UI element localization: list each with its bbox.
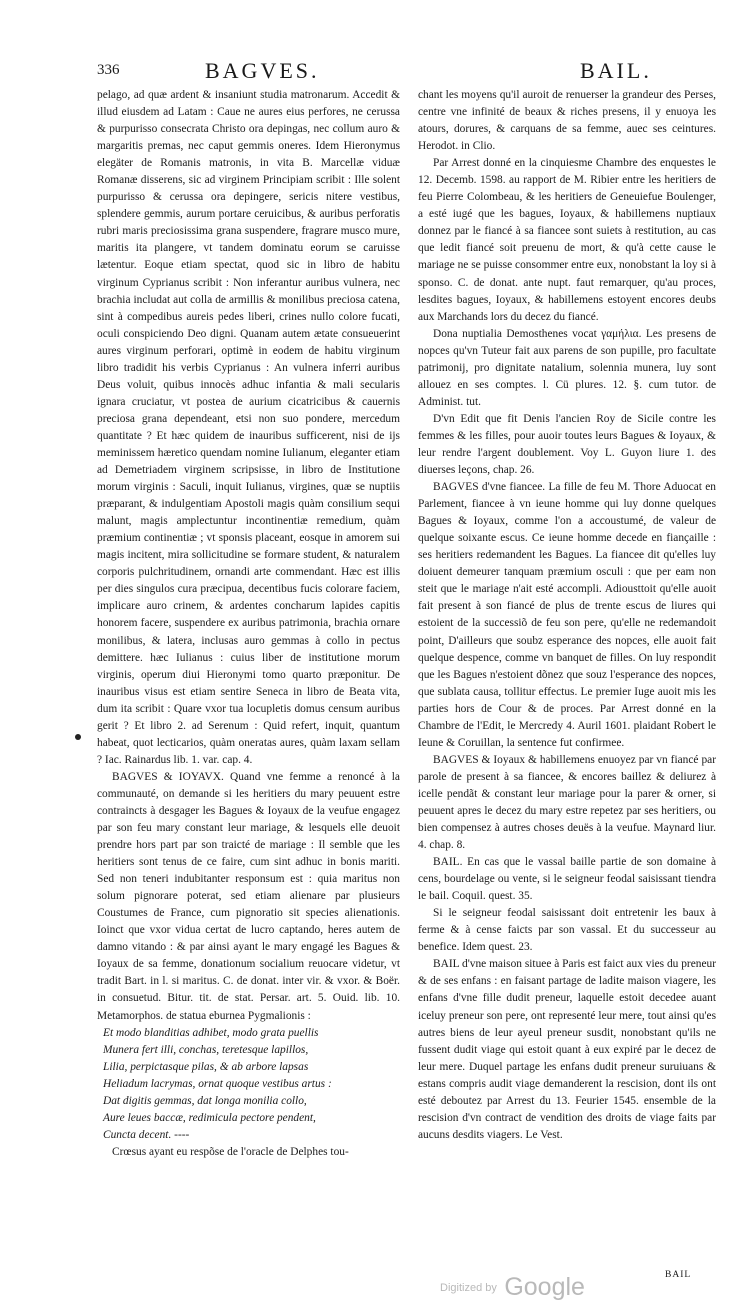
paragraph: Si le seigneur feodal saisissant doit entretenir les baux à ferme & à cense faicts par son vassal. Et du successeur au benefice. Idem quest. 23. bbox=[418, 907, 716, 954]
paragraph: BAGVES & Ioyaux & habillemens enuoyez par vn fiancé par parole de present à sa fiancee, & encores baillez & deliurez à icelle pendãt & constant leur mariage pour la parer & orner, si peuuent apres le decez du mary estre repetez par ses heritiers, ou bien compensez à autres choses deuës à la veufue. Maynard liur. 4. chap. 8. bbox=[418, 753, 716, 852]
paragraph: BAGVES d'vne fiancee. La fille de feu M. Thore Aduocat en Parlement, fiancee à vn ieune homme qui luy donne quelques Bagues & Ioyaux, comme l'on a accoustumé, de valeur de quelque soixante escus. Ce ieune homme decede en fiançaille : ses heritiers redemandent les Bagues. La fiancee dit qu'elles luy doiuent demeurer tanquam præmium osculi : que per eam non steit que le mariage n'ait esté accompli. Adiousttoit qu'elle auoit fait present à son fiancé de plus de trente escus de liures qui estoient de la successiõ de feu son pere, qu'elle ne redemandoit point, D'ailleurs que soubz esperance des nopces, elle auoit fait quelque despence, comme vn banquet de filles. On luy respondit que les Bagues n'estoient dõnez que souz l'esperance des nopces, que sublata causa, tollitur effectus. Le premier Iuge auoit mis les parties hors de Cour & de proces. Par Arrest donné en la Chambre de l'Edit, le Mercredy 4. Auril 1601. plaidant Robert le Ieune & Coruillan, la sentence fut confirmee. bbox=[418, 481, 716, 749]
paragraph: BAGVES & IOYAVX. Quand vne femme a renoncé à la communauté, on demande si les heritiers du mary peuuent estre contraincts à desgager les Bagues & Ioyaux de la veufue engagez par son feu mary constant leur mariage, & lesquels elle deuoit prendre hors part par son traicté de mariage : Il semble que les heritiers sont tenus de ce faire, cum sint adhuc in bonis mariti. Sed non teneri indubitanter responsum est : quia maritus non solum pignorare poterat, sed etiam alienare par plusieurs Coustumes de France, cum pignoratio sit species alienationis. Ioinct que vxor vidua certat de lucro captando, heres autem de damno vitando : & par ainsi ayant le mary engagé les Bagues & Ioyaux de sa femme, donationum socialium reuocare videtur, vt tradit Bart. in l. si maritus. C. de donat. inter vir. & vxor. & Boër. in consuetud. Bitur. tit. de stat. Persar. art. 5. Ouid. lib. 10. Metamorphos. de statua eburnea Pygmalionis : bbox=[97, 770, 400, 1022]
header-title-left: BAGVES. bbox=[205, 58, 320, 83]
watermark-prefix: Digitized by bbox=[440, 1281, 497, 1294]
right-column bbox=[418, 87, 716, 1144]
margin-bullet-mark bbox=[75, 734, 81, 740]
paragraph: Par Arrest donné en la cinquiesme Chambre des enquestes le 12. Decemb. 1598. au rapport de M. Ribier entre les heritiers de feu Pierre Colombeau, & les heritiers de Geneuiefue Boulenger, a esté iugé que les bagues, Ioyaux, & habillemens nuptiaux donnez par le fiancé à sa fiancee sont suiets à restitution, au cas que ledit fiancé soit preuenu de mort, & qu'à cette cause le mariage ne se puisse consommer entre eux, nonobstant la loy si à sponso. C. de donat. ante nupt. faut remarquer, qu'au proces, lesdites bagues, Ioyaux, & habillemens estoyent encores deubs aux Marchands lors du decez du fiancé. bbox=[418, 157, 716, 323]
verse-line: Et modo blanditias adhibet, modo grata puellis bbox=[103, 1026, 319, 1039]
verse-line: Dat digitis gemmas, dat longa monilia collo, bbox=[103, 1094, 307, 1107]
paragraph: BAIL d'vne maison situee à Paris est faict aux vies du preneur & de ses enfans : en faisant partage de ladite maison viagere, les enfans d'vne fille dudit preneur, laquelle estoit decedee auant iceluy preneur son pere, ont representé leur mere, tout ainsi qu'es autres biens de leur ayeul preneur susdit, nonobstant qu'ils ne fussent dudit viage qui estoit quant à eux expiré par le decez de leur mere. Duquel partage les enfans dudit preneur suruiuans & estans compris audit viage demanderent la rescision, dont ils ont esté deboutez par Arrest du 13. Feurier 1545. ensemble de la rescision d'vn contract de vendition des droits de viage faits par aucuns desdits viagers. Le Vest. bbox=[418, 958, 716, 1141]
paragraph: Crœsus ayant eu respõse de l'oracle de Delphes tou- bbox=[112, 1145, 349, 1158]
running-header bbox=[97, 50, 717, 84]
watermark-brand: Google bbox=[504, 1273, 585, 1301]
paragraph: BAIL. En cas que le vassal baille partie de son domaine à cens, bourdelage ou vente, si le seigneur feodal saisissant tiendra le bail. Coquil. quest. 35. bbox=[418, 856, 716, 903]
google-watermark bbox=[440, 1273, 585, 1302]
paragraph: pelago, ad quæ ardent & insaniunt studia matronarum. Accedit & illud eiusdem ad Latam : Caue ne aures eius perfores, ne cerussa & purpurisso consecrata Christo ora depingas, nec collum auro & margaritis premas, nec caput gemmis oneres. Idem Hieronymus elegäter de Romanis matronis, in vita B. Marcellæ viduæ Romanæ disserens, sic ad virginem Principiam scribit : Ille solent purpurisso & cerussa ora depingere, sericis nitere vestibus, splendere gemmis, aurum portare ceruicibus, & auribus perforatis rubri maris preciosissima grana suspendere, fragrare musco mure, maritis ita plangere, vt tandem dominatu eorum se caruisse lætentur. Eoque etiam spectat, quod sic in libro de habitu virginum Cyprianus scribit : Non inferantur auribus vulnera, nec brachia includat aut colla de armillis & monilibus preciosa catena, sint à compedibus aureis pedes liberi, crines nullo colore fucati, oculi conspiciendo Deo digni. Quanam autem ætate consueuerint aures virginum perforari, optimè in eodem de habitu virginum libro tradidit his verbis Cyprianus : An vulnera inferri auribus Deus voluit, quibus innocès adhuc infantia & mali secularis ignara cruciatur, vt postea de aurium cicatricibus & cauernis preciosa grana dependeant, etsi non suo pondere, mercedum quantitate ? Et hæc quidem de inauribus sufficerent, nisi de ijs meminissem hæretico quendam nomine Iulianum, eleganter etiam ad Demetriadem virginem scripsisse, in libro de Institutione morum virginis : Saculi, inquit Iulianus, virgines, quæ se nuptiis præparant, & indulgentiam Apostoli magis quàm consilium sequi malunt, magis amplectuntur incontinentiæ remedium, quàm præmium continentiæ ; vt sponsis placeant, eosque in amorem sui magis incitent, mira sollicitudine se formare student, & naturalem corporis pulchritudinem, ornandi arte commendant. Hæc est illis per dies singulos cura præcipua, decentibus fucis colorare faciem, implicare auro crinem, & ardentes concharum lapides capitis honorem facere, suspendere ex auribus patrimonia, brachia ornare monilibus, & latera, inclusas auro gemmas à collo in pectus demittere. hæc Iulianus : cuius liber de institutione morum virginis, operum diui Hieronymi tomo quarto præponitur. De inauribus visus est etiam sentire Seneca in libro de Beata vita, dum ita scribit : Quare vxor tua locupletis domus censum auribus gerit ? Et libro 2. ad Serenum : Quid refert, inquit, quantum habeat, quot lecticarios, quàm oneratas aures, quàm laxam sellam ? Iac. Rainardus lib. 1. var. cap. 4. bbox=[97, 89, 400, 766]
paragraph: Dona nuptialia Demosthenes vocat γαμήλια. Les presens de nopces qu'vn Tuteur fait aux parens de son pupille, pro facultate patrimonij, pro dignitate natalium, solennia munera, luy sont allouez en ses comptes. l. Cü plures. 12. §. cum tutor. de Administ. tut. bbox=[418, 327, 716, 408]
paragraph: chant les moyens qu'il auroit de renuerser la grandeur des Perses, centre vne infinité de beaux & riches presens, il y enuoya les atours, dorures, & carquans de sa femme, auec ses ceintures. Herodot. in Clio. bbox=[418, 89, 716, 153]
header-title-right: BAIL. bbox=[580, 58, 652, 83]
catchword: BAIL bbox=[665, 1270, 692, 1280]
verse-line: Aure leues baccæ, redimicula pectore pendent, bbox=[103, 1111, 316, 1124]
verse-line: Cuncta decent. ---- bbox=[103, 1128, 190, 1141]
left-column bbox=[97, 87, 400, 1161]
verse-line: Lilia, perpictasque pilas, & ab arbore lapsas bbox=[103, 1060, 309, 1073]
verse-block bbox=[103, 1025, 400, 1144]
verse-line: Munera fert illi, conchas, teretesque lapillos, bbox=[103, 1043, 309, 1056]
page-number: 336 bbox=[97, 62, 120, 78]
verse-line: Heliadum lacrymas, ornat quoque vestibus artus : bbox=[103, 1077, 332, 1090]
paragraph: D'vn Edit que fit Denis l'ancien Roy de Sicile contre les femmes & les filles, pour auoir toutes leurs Bagues & Ioyaux, & leur rendre l'argent doublement. Voy L. Guyon liure 1. des diuerses leçons, chap. 26. bbox=[418, 412, 716, 477]
